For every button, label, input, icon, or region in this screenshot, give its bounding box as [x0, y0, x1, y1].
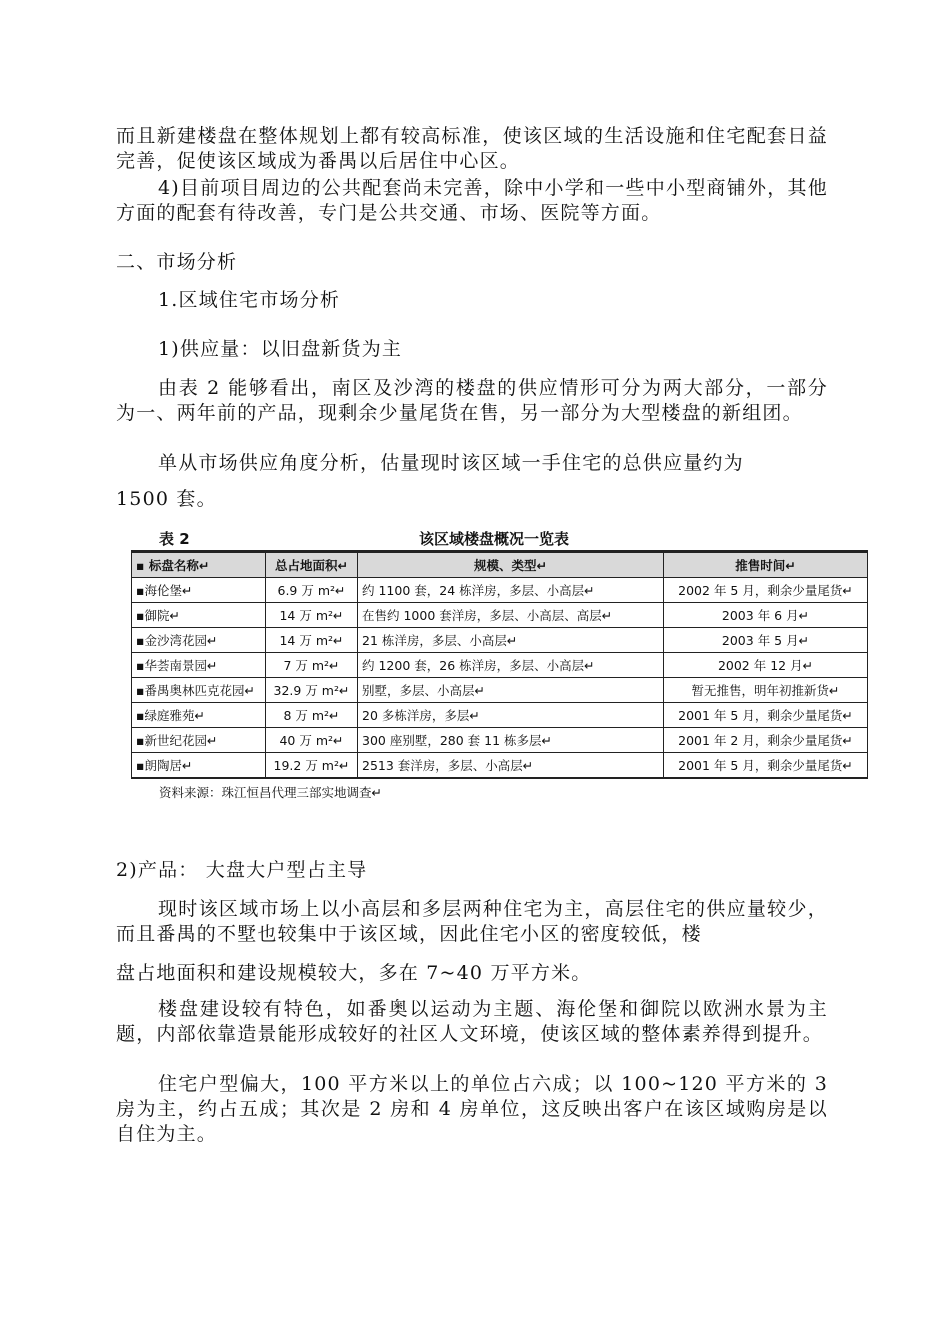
cell-sale-time: 暂无推售，明年初推新货↵ — [664, 678, 868, 703]
cell-scale: 在售约 1000 套洋房，多层、小高层、高层↵ — [358, 603, 664, 628]
cell-area: 14 万 m²↵ — [266, 628, 358, 653]
cell-sale-time: 2002 年 5 月，剩余少量尾货↵ — [664, 578, 868, 603]
cell-name: ▪朗陶居↵ — [132, 753, 266, 779]
heading-market-analysis: 二、市场分析 — [116, 251, 238, 273]
table-row — [132, 653, 868, 678]
cell-scale: 300 座别墅，280 套 11 栋多层↵ — [358, 728, 664, 753]
paragraph-supply-estimate: 单从市场供应角度分析，估量现时该区域一手住宅的总供应量约为 — [158, 452, 744, 474]
table-caption — [131, 528, 871, 550]
cell-scale: 约 1200 套，26 栋洋房，多层、小高层↵ — [358, 653, 664, 678]
paragraph-product-types: 现时该区域市场上以小高层和多层两种住宅为主，高层住宅的供应量较少，而且番禺的不墅也较集中于该区域，因此住宅小区的密度较低，楼 — [116, 898, 828, 945]
table-row — [132, 728, 868, 753]
cell-area: 7 万 m²↵ — [266, 653, 358, 678]
table-label: 表 2 — [159, 530, 190, 548]
property-overview-table — [131, 550, 868, 779]
heading-supply: 1)供应量：以旧盘新货为主 — [158, 338, 403, 360]
cell-area: 8 万 m²↵ — [266, 703, 358, 728]
cell-name: ▪金沙湾花园↵ — [132, 628, 266, 653]
table-title: 该区域楼盘概况一览表 — [419, 530, 570, 548]
cell-sale-time: 2001 年 2 月，剩余少量尾货↵ — [664, 728, 868, 753]
header-sale-time: 推售时间↵ — [664, 552, 868, 578]
cell-name: ▪新世纪花园↵ — [132, 728, 266, 753]
cell-scale: 约 1100 套，24 栋洋房，多层、小高层↵ — [358, 578, 664, 603]
heading-product: 2)产品： 大盘大户型占主导 — [116, 859, 368, 881]
paragraph-product-types-cont: 盘占地面积和建设规模较大，多在 7~40 万平方米。 — [116, 962, 592, 984]
cell-scale: 别墅，多层、小高层↵ — [358, 678, 664, 703]
cell-sale-time: 2003 年 5 月↵ — [664, 628, 868, 653]
cell-area: 32.9 万 m²↵ — [266, 678, 358, 703]
table-row — [132, 678, 868, 703]
paragraph-themes: 楼盘建设较有特色，如番奥以运动为主题、海伦堡和御院以欧洲水景为主题，内部依靠造景能形成较好的社区人文环境，使该区域的整体素养得到提升。 — [116, 998, 828, 1045]
property-table-figure — [131, 528, 871, 801]
cell-name: ▪海伦堡↵ — [132, 578, 266, 603]
table-row — [132, 703, 868, 728]
header-scale: 规模、类型↵ — [358, 552, 664, 578]
cell-sale-time: 2003 年 6 月↵ — [664, 603, 868, 628]
cell-name: ▪绿庭雅苑↵ — [132, 703, 266, 728]
cell-area: 14 万 m²↵ — [266, 603, 358, 628]
cell-sale-time: 2001 年 5 月，剩余少量尾货↵ — [664, 703, 868, 728]
cell-scale: 20 多栋洋房，多层↵ — [358, 703, 664, 728]
heading-regional-housing-market: 1.区域住宅市场分析 — [158, 289, 341, 311]
table-row — [132, 628, 868, 653]
table-source-note: 资料来源：珠江恒昌代理三部实地调查↵ — [159, 785, 382, 800]
table-row — [132, 578, 868, 603]
paragraph-supply-estimate-cont: 1500 套。 — [116, 488, 217, 510]
cell-area: 19.2 万 m²↵ — [266, 753, 358, 779]
cell-area: 6.9 万 m²↵ — [266, 578, 358, 603]
table-header-row — [132, 552, 868, 578]
cell-sale-time: 2001 年 5 月，剩余少量尾货↵ — [664, 753, 868, 779]
cell-scale: 2513 套洋房，多层、小高层↵ — [358, 753, 664, 779]
paragraph-supporting-facilities: 而且新建楼盘在整体规划上都有较高标准，使该区域的生活设施和住宅配套日益完善，促使该区域成为番禺以后居住中心区。 — [116, 125, 828, 172]
cell-scale: 21 栋洋房，多层、小高层↵ — [358, 628, 664, 653]
cell-area: 40 万 m²↵ — [266, 728, 358, 753]
paragraph-supply-situation: 由表 2 能够看出，南区及沙湾的楼盘的供应情形可分为两大部分，一部分为一、两年前的产品，现剩余少量尾货在售，另一部分为大型楼盘的新组团。 — [116, 377, 828, 424]
cell-name: ▪华荟南景园↵ — [132, 653, 266, 678]
cell-name: ▪番禺奥林匹克花园↵ — [132, 678, 266, 703]
paragraph-public-facilities: 4)目前项目周边的公共配套尚未完善，除中小学和一些中小型商铺外，其他方面的配套有待改善，专门是公共交通、市场、医院等方面。 — [116, 177, 828, 224]
header-area: 总占地面积↵ — [266, 552, 358, 578]
paragraph-unit-types: 住宅户型偏大，100 平方米以上的单位占六成；以 100~120 平方米的 3 房为主，约占五成；其次是 2 房和 4 房单位，这反映出客户在该区域购房是以自住为主。 — [116, 1073, 828, 1145]
cell-name: ▪御院↵ — [132, 603, 266, 628]
table-row — [132, 603, 868, 628]
header-name: ▪ 标盘名称↵ — [132, 552, 266, 578]
table-row — [132, 753, 868, 779]
cell-sale-time: 2002 年 12 月↵ — [664, 653, 868, 678]
